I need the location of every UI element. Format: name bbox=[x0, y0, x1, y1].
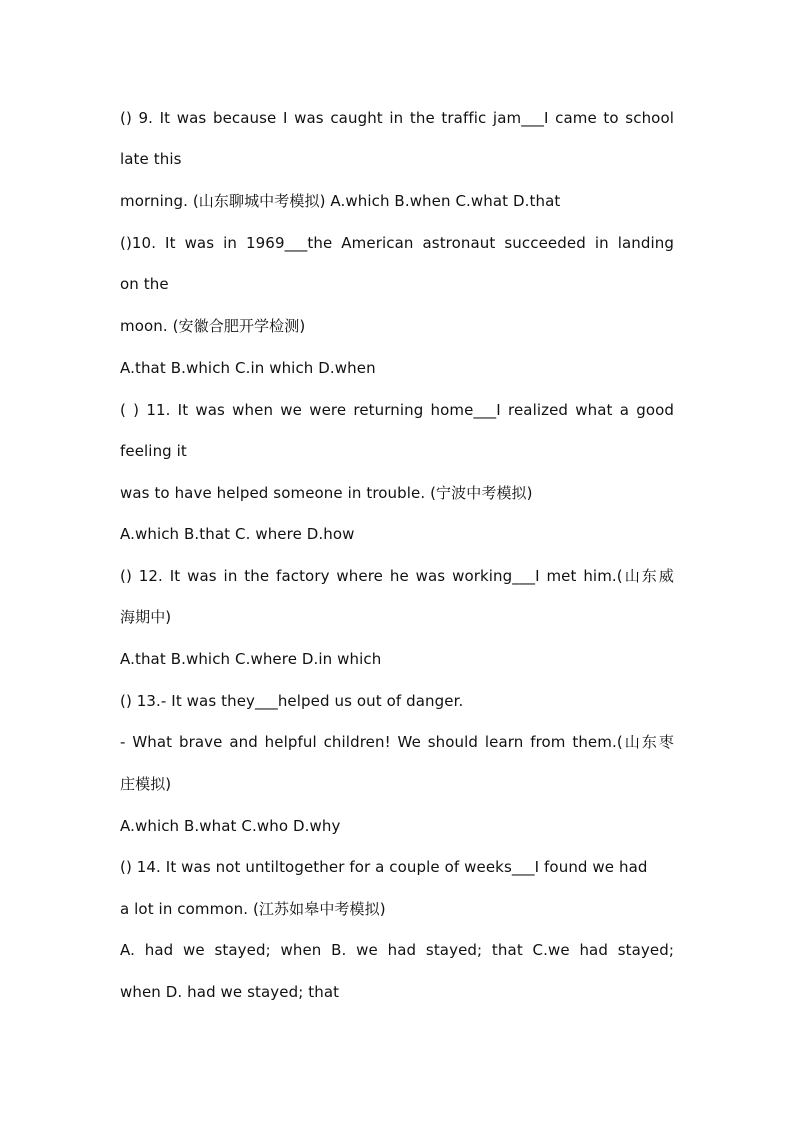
q13-line-3: 庄模拟) bbox=[120, 775, 172, 793]
q12-line-1: () 12. It was in the factory where he was working___I met him.(山东威 bbox=[120, 567, 674, 585]
q9-line-3-options: morning. (山东聊城中考模拟) A.which B.when C.what D.that bbox=[120, 192, 561, 210]
q10-line-3: moon. (安徽合肥开学检测) bbox=[120, 317, 306, 335]
q14-line-1: () 14. It was not untiltogether for a couple of weeks___I found we had bbox=[120, 858, 648, 876]
q11-line-1: ( ) 11. It was when we were returning home___I realized what a good bbox=[120, 401, 674, 419]
q10-line-2: on the bbox=[120, 275, 169, 293]
q14-options-line-2: when D. had we stayed; that bbox=[120, 983, 340, 1001]
q12-options: A.that B.which C.where D.in which bbox=[120, 650, 382, 668]
q14-options-line-1: A. had we stayed; when B. we had stayed; that C.we had stayed; bbox=[120, 941, 674, 959]
q11-line-2: feeling it bbox=[120, 442, 187, 460]
q11-options: A.which B.that C. where D.how bbox=[120, 525, 355, 543]
q13-options: A.which B.what C.who D.why bbox=[120, 817, 341, 835]
q10-options: A.that B.which C.in which D.when bbox=[120, 359, 376, 377]
q13-line-2: - What brave and helpful children! We should learn from them.(山东枣 bbox=[120, 733, 674, 751]
q9-line-1: () 9. It was because I was caught in the traffic jam___I came to school bbox=[120, 109, 674, 127]
q12-line-2: 海期中) bbox=[120, 608, 172, 626]
q13-line-1: () 13.- It was they___helped us out of danger. bbox=[120, 692, 464, 710]
q11-line-3: was to have helped someone in trouble. (宁波中考模拟) bbox=[120, 484, 533, 502]
q14-line-2: a lot in common. (江苏如皋中考模拟) bbox=[120, 900, 386, 918]
q10-line-1: ()10. It was in 1969___the American astronaut succeeded in landing bbox=[120, 234, 674, 252]
q9-line-2: late this bbox=[120, 150, 182, 168]
